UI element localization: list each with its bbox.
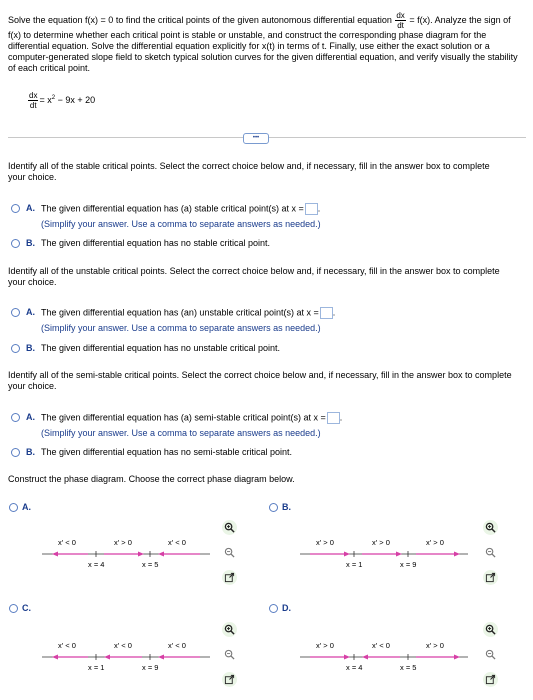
diagram-b: [298, 534, 470, 574]
diagram-c-sign-1: x′ < 0: [58, 641, 76, 650]
diagram-a-letter: A.: [22, 502, 31, 512]
semistable-option-b-letter: B.: [26, 447, 35, 457]
diagram-a-axis: [40, 549, 212, 559]
diagram-b-point-2: x = 9: [400, 560, 417, 569]
stable-answer-box[interactable]: [305, 203, 318, 215]
stable-option-b-text: The given differential equation has no stable critical point.: [41, 238, 270, 248]
diagram-b-sign-3: x′ > 0: [426, 538, 444, 547]
problem-statement: [8, 11, 526, 74]
semistable-option-a-hint: (Simplify your answer. Use a comma to separate answers as needed.): [41, 428, 321, 438]
diagram-a-point-1: x = 4: [88, 560, 105, 569]
diagram-b-radio[interactable]: [269, 503, 278, 512]
diagram-b-zoom-in-icon[interactable]: [483, 520, 498, 535]
diagram-a-radio[interactable]: [9, 503, 18, 512]
diagram-c-popout-icon[interactable]: [222, 672, 237, 687]
stable-option-a-hint: (Simplify your answer. Use a comma to separate answers as needed.): [41, 219, 321, 229]
dxdt-fraction: $\frac{dx}{dt}$: [396, 11, 405, 30]
unstable-option-a-radio[interactable]: [11, 308, 20, 317]
diagram-d-sign-1: x′ > 0: [316, 641, 334, 650]
diagram-d-axis: [298, 652, 470, 662]
diagram-c-zoom-in-icon[interactable]: [222, 622, 237, 637]
phase-prompt: Construct the phase diagram. Choose the correct phase diagram below.: [8, 474, 295, 484]
diagram-b-point-1: x = 1: [346, 560, 363, 569]
diagram-a-zoom-out-icon[interactable]: [222, 545, 237, 560]
diagram-b-zoom-out-icon[interactable]: [483, 545, 498, 560]
diagram-c-radio[interactable]: [9, 604, 18, 613]
unstable-answer-box[interactable]: [320, 307, 333, 319]
stable-option-a-radio[interactable]: [11, 204, 20, 213]
semistable-prompt: Identify all of the semi-stable critical points. Select the correct choice below and, if necessary, fill in the answer box to complete your choice.: [8, 370, 512, 391]
semistable-option-a-letter: A.: [26, 412, 35, 422]
differential-equation: $\frac{dx}{dt}$ = $x^2 - 9x + 20$: [29, 91, 96, 110]
diagram-a-sign-1: x′ < 0: [58, 538, 76, 547]
semistable-option-a-text: The given differential equation has (a) semi-stable critical point(s) at x = .: [41, 412, 343, 423]
diagram-d-zoom-in-icon[interactable]: [483, 622, 498, 637]
expand-button[interactable]: •••: [243, 133, 269, 144]
semistable-option-a-radio[interactable]: [11, 413, 20, 422]
semistable-option-b-text: The given differential equation has no semi-stable critical point.: [41, 447, 292, 457]
stable-option-a-letter: A.: [26, 203, 35, 213]
diagram-b-popout-icon[interactable]: [483, 570, 498, 585]
unstable-option-a-letter: A.: [26, 307, 35, 317]
unstable-prompt: Identify all of the unstable critical points. Select the correct choice below and, if necessary, fill in the answer box to complete your choice.: [8, 266, 500, 287]
diagram-c-axis: [40, 652, 212, 662]
diagram-d-zoom-out-icon[interactable]: [483, 647, 498, 662]
diagram-c-point-2: x = 9: [142, 663, 159, 672]
diagram-a-popout-icon[interactable]: [222, 570, 237, 585]
diagram-a-zoom-in-icon[interactable]: [222, 520, 237, 535]
diagram-b-sign-2: x′ > 0: [372, 538, 390, 547]
equation-fraction: $\frac{dx}{dt}$: [29, 91, 38, 110]
diagram-d-point-1: x = 4: [346, 663, 363, 672]
diagram-d-sign-3: x′ > 0: [426, 641, 444, 650]
diagram-a-sign-2: x′ > 0: [114, 538, 132, 547]
stable-option-a-text: The given differential equation has (a) stable critical point(s) at x = .: [41, 203, 321, 214]
diagram-d-letter: D.: [282, 603, 291, 613]
diagram-c-zoom-out-icon[interactable]: [222, 647, 237, 662]
stable-option-b-radio[interactable]: [11, 239, 20, 248]
unstable-option-a-text: The given differential equation has (an) unstable critical point(s) at x = .: [41, 307, 336, 318]
diagram-b-sign-1: x′ > 0: [316, 538, 334, 547]
unstable-option-a-hint: (Simplify your answer. Use a comma to separate answers as needed.): [41, 323, 321, 333]
diagram-d-point-2: x = 5: [400, 663, 417, 672]
diagram-a-point-2: x = 5: [142, 560, 159, 569]
diagram-a-sign-3: x′ < 0: [168, 538, 186, 547]
unstable-option-b-letter: B.: [26, 343, 35, 353]
semistable-answer-box[interactable]: [327, 412, 340, 424]
problem-text-fx: = f(x). Analyze the: [409, 14, 482, 25]
diagram-d-radio[interactable]: [269, 604, 278, 613]
diagram-c-letter: C.: [22, 603, 31, 613]
diagram-b-axis: [298, 549, 470, 559]
diagram-c: [40, 637, 212, 677]
semistable-option-b-radio[interactable]: [11, 448, 20, 457]
diagram-d-popout-icon[interactable]: [483, 672, 498, 687]
diagram-c-point-1: x = 1: [88, 663, 105, 672]
diagram-c-sign-3: x′ < 0: [168, 641, 186, 650]
problem-text-start: Solve the equation f(x) = 0 to find the critical points of the given autonomous differential equation: [8, 14, 392, 25]
diagram-d: [298, 637, 470, 677]
diagram-b-letter: B.: [282, 502, 291, 512]
problem-text-body: sign of f(x) to determine whether each critical point is stable or unstable, and construct the corresponding phase diagram for the differential equation. Solve the differential equation explicitly for x(t) in terms of t. Finally, use either the exact solution or a computer-generated slope field to sketch typical solution curves for the given differential equation, and verify visually the stability of each critical point.: [8, 14, 518, 73]
stable-option-b-letter: B.: [26, 238, 35, 248]
diagram-a: [40, 534, 212, 574]
unstable-option-b-text: The given differential equation has no unstable critical point.: [41, 343, 280, 353]
diagram-c-sign-2: x′ < 0: [114, 641, 132, 650]
unstable-option-b-radio[interactable]: [11, 344, 20, 353]
diagram-d-sign-2: x′ < 0: [372, 641, 390, 650]
stable-prompt: Identify all of the stable critical points. Select the correct choice below and, if necessary, fill in the answer box to complete your choice.: [8, 161, 490, 182]
